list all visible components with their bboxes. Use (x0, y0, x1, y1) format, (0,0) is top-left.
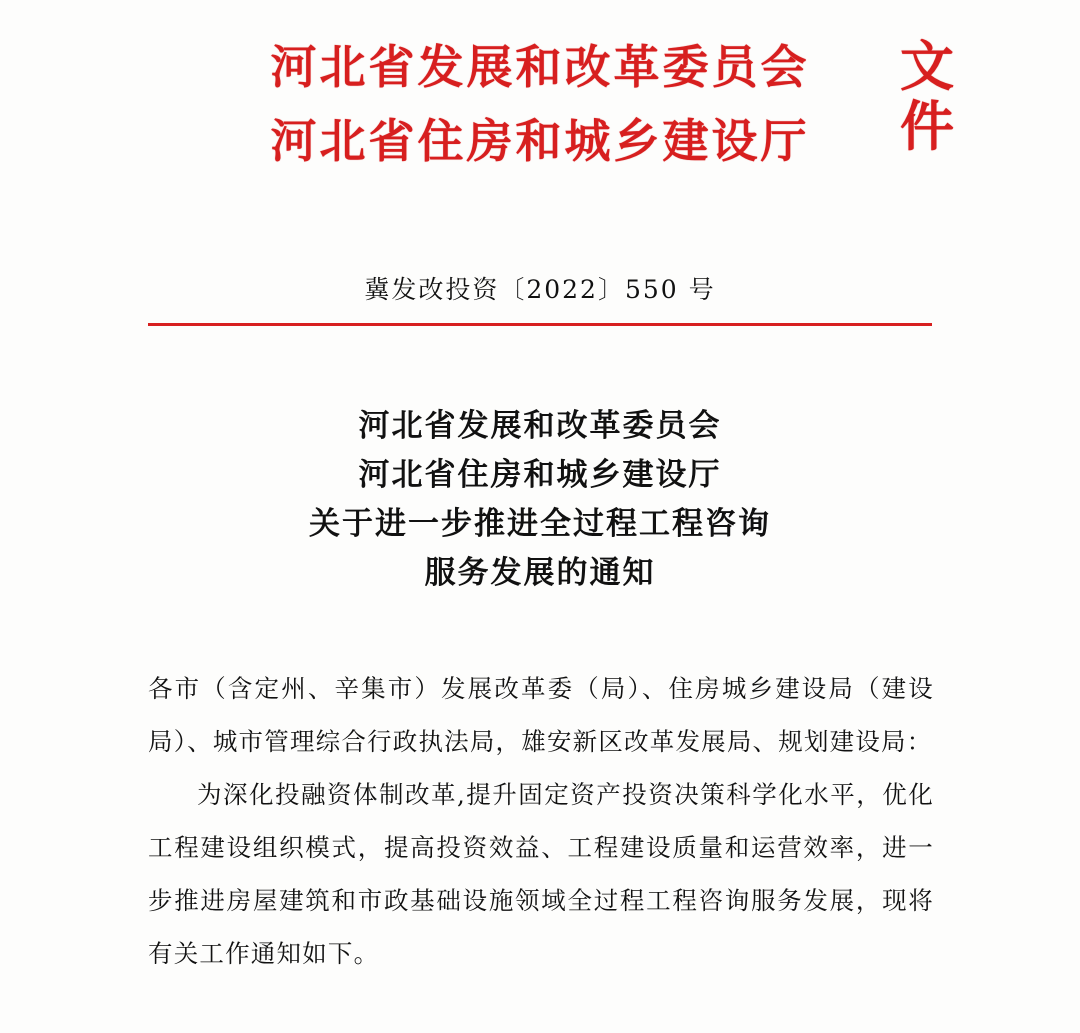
document-body (0, 662, 1080, 980)
letterhead-issuer-line-2: 河北省住房和城乡建设厅 (270, 114, 810, 168)
document-title (0, 402, 1080, 598)
letterhead-document-word (892, 36, 962, 156)
addressee-paragraph: 各市（含定州、辛集市）发展改革委（局）、住房城乡建设局（建设局）、城市管理综合行政执法局，雄安新区改革发展局、规划建设局： (148, 674, 934, 756)
letterhead-issuer-line-1: 河北省发展和改革委员会 (270, 40, 810, 94)
document-number-area (0, 270, 1080, 306)
body-paragraph-1: 为深化投融资体制改革,提升固定资产投资决策科学化水平，优化工程建设组织模式，提高投资效益、工程建设质量和运营效率，进一步推进房屋建筑和市政基础设施领域全过程工程咨询服务发展，现将有关工作通知如下。 (148, 780, 934, 968)
red-divider-rule (148, 323, 932, 326)
title-line-4: 服务发展的通知 (424, 555, 656, 591)
title-line-3: 关于进一步推进全过程工程咨询 (309, 506, 771, 542)
document-number: 冀发改投资〔2022〕550 号 (364, 275, 716, 304)
title-line-2: 河北省住房和城乡建设厅 (358, 457, 722, 493)
letterhead (0, 0, 1080, 216)
letterhead-document-word-char-1: 文 (900, 34, 954, 98)
letterhead-document-word-char-2: 件 (900, 94, 954, 158)
title-line-1: 河北省发展和改革委员会 (358, 408, 722, 444)
